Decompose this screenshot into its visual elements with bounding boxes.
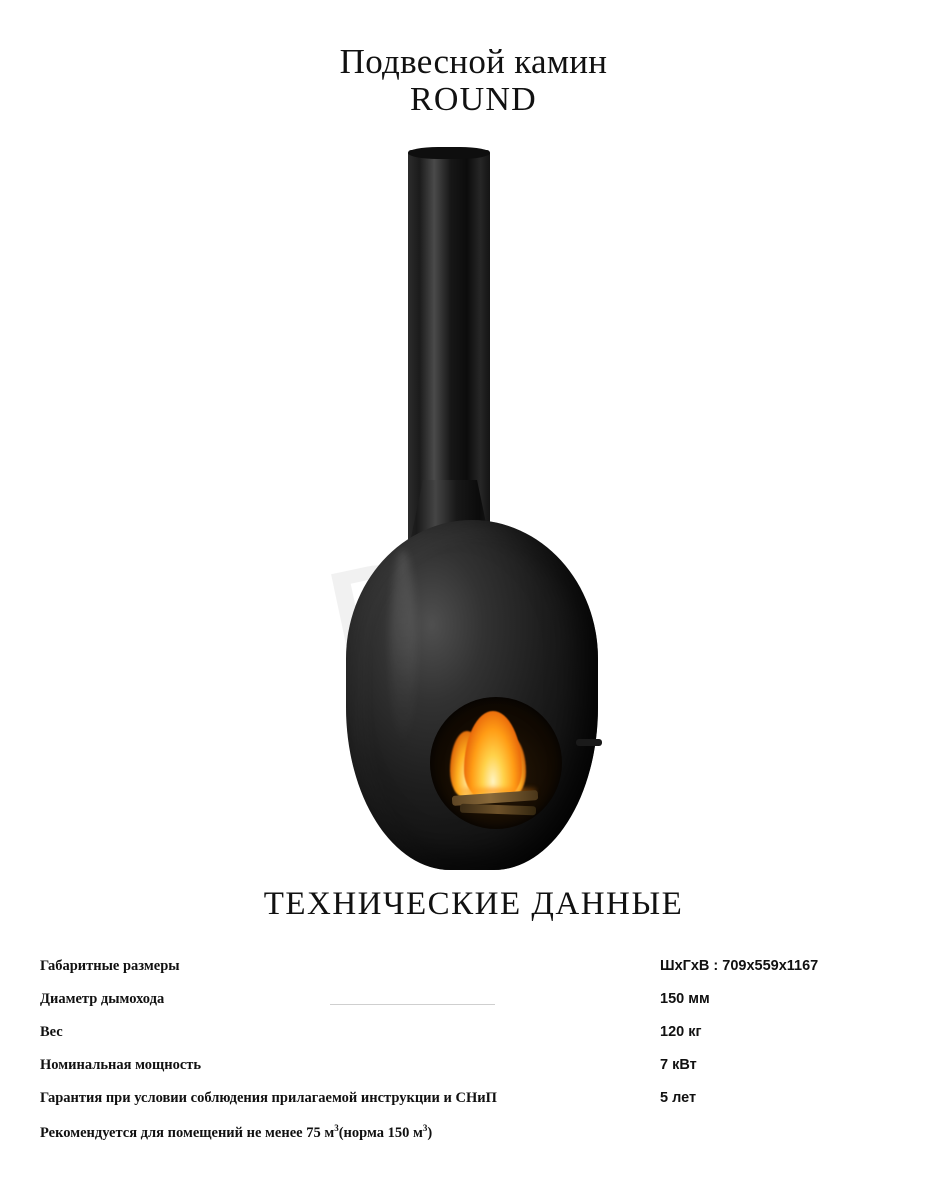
table-row bbox=[40, 1090, 908, 1123]
product-illustration bbox=[338, 150, 613, 870]
room-size-note bbox=[40, 1123, 908, 1156]
table-row bbox=[40, 1057, 908, 1090]
note-part2: (норма 150 м bbox=[338, 1124, 423, 1141]
spec-value: 120 кг bbox=[660, 1024, 702, 1040]
spec-label: Гарантия при условии соблюдения прилагаемой инструкции и СНиП bbox=[40, 1090, 497, 1106]
spec-label: Габаритные размеры bbox=[40, 958, 180, 974]
body-highlight bbox=[390, 550, 416, 750]
spec-value: 150 мм bbox=[660, 991, 710, 1007]
firebox-window bbox=[430, 697, 562, 829]
spec-label: Номинальная мощность bbox=[40, 1057, 202, 1073]
chimney-flue-top bbox=[408, 147, 490, 159]
page-title-line2: ROUND bbox=[410, 81, 537, 119]
spec-label: Вес bbox=[40, 1024, 63, 1040]
section-heading: ТЕХНИЧЕСКИЕ ДАННЫЕ bbox=[263, 886, 684, 922]
spec-value: ШхГхВ : 709x559x1167 bbox=[660, 958, 819, 974]
table-row bbox=[40, 1024, 908, 1057]
note-part3: ) bbox=[427, 1124, 433, 1141]
page-title bbox=[0, 42, 947, 119]
door-handle bbox=[576, 739, 602, 746]
table-row bbox=[40, 958, 908, 991]
table-row bbox=[40, 991, 908, 1024]
firewood-log-lower bbox=[460, 804, 536, 816]
note-sup2: 3 bbox=[422, 1123, 428, 1133]
note-sup1: 3 bbox=[334, 1123, 339, 1133]
spec-label: Диаметр дымохода bbox=[40, 991, 165, 1007]
spec-value: 5 лет bbox=[660, 1090, 697, 1106]
spec-table bbox=[40, 958, 908, 1156]
note-part1: Рекомендуется для помещений не менее 75 м bbox=[40, 1124, 335, 1141]
room-size-note-text bbox=[40, 1123, 432, 1142]
spec-value: 7 кВт bbox=[660, 1057, 697, 1073]
page-title-line1: Подвесной камин bbox=[339, 42, 608, 81]
